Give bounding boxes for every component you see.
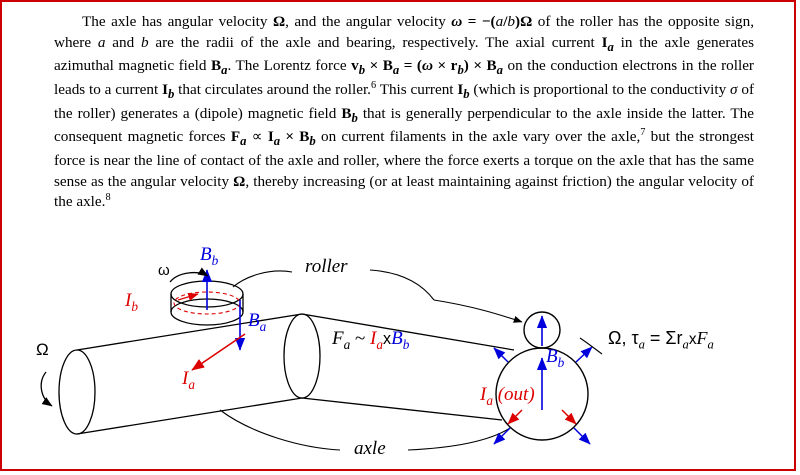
roller-to-cross-leader — [434, 300, 522, 322]
label-bb-circle: $B_b$ — [546, 346, 565, 370]
figure-diagram — [2, 242, 798, 470]
label-torque-equation: Ω, $\tau_a = \Sigma r_axF_a$ — [608, 328, 714, 352]
label-force-equation: $F_a$ ~ $I_axB_b$ — [332, 328, 410, 352]
label-ib: $I_b$ — [125, 290, 138, 314]
label-omega-small: ω — [158, 262, 170, 279]
article-paragraph — [54, 12, 754, 213]
diagram-svg — [2, 242, 798, 470]
label-ba: $B_a$ — [248, 310, 267, 334]
label-bb-top: $B_b$ — [200, 244, 219, 268]
label-axle: axle — [354, 438, 386, 459]
label-omega-big: Ω — [36, 340, 49, 359]
label-roller: roller — [305, 256, 348, 277]
omega-big-arrow — [41, 372, 52, 406]
label-ia-out: $I_a$ (out) — [480, 384, 535, 408]
label-ia: $I_a$ — [182, 368, 195, 392]
ia-arrow-left — [192, 334, 245, 370]
ia-out-arrows — [508, 410, 576, 424]
omega-tau-leader — [580, 338, 602, 354]
paragraph-text: The axle has angular velocity Ω, and the angular velocity ω = −(a/b)Ω of the roller has the opposite sign, where a and b are the radii of the axle and bearing, respectively. The axial current $I_a$ in the axle generates azimuthal magnetic field $B_a$. The Lorentz force $v_b \times B_a = (\omega \times r_b) \times B_a$ on the conduction electrons in the roller leads to a current $I_b$ that circulates around the roller.$^6$ This current $I_b$ (which is proportional to the conductivity σ of the roller) generates a (dipole) magnetic field $B_b$ that is generally perpendicular to the axle inside the latter. The consequent magnetic forces $F_a \propto I_a \times B_b$ on current filaments in the axle vary over the axle,$^7$ but the strongest force is near the line of contact of the axle and roller, where the force exerts a torque on the axle that has the same sense as the angular velocity Ω, thereby increasing (or at least maintaining against friction) the angular velocity of the axle.$^8$ — [54, 13, 755, 211]
